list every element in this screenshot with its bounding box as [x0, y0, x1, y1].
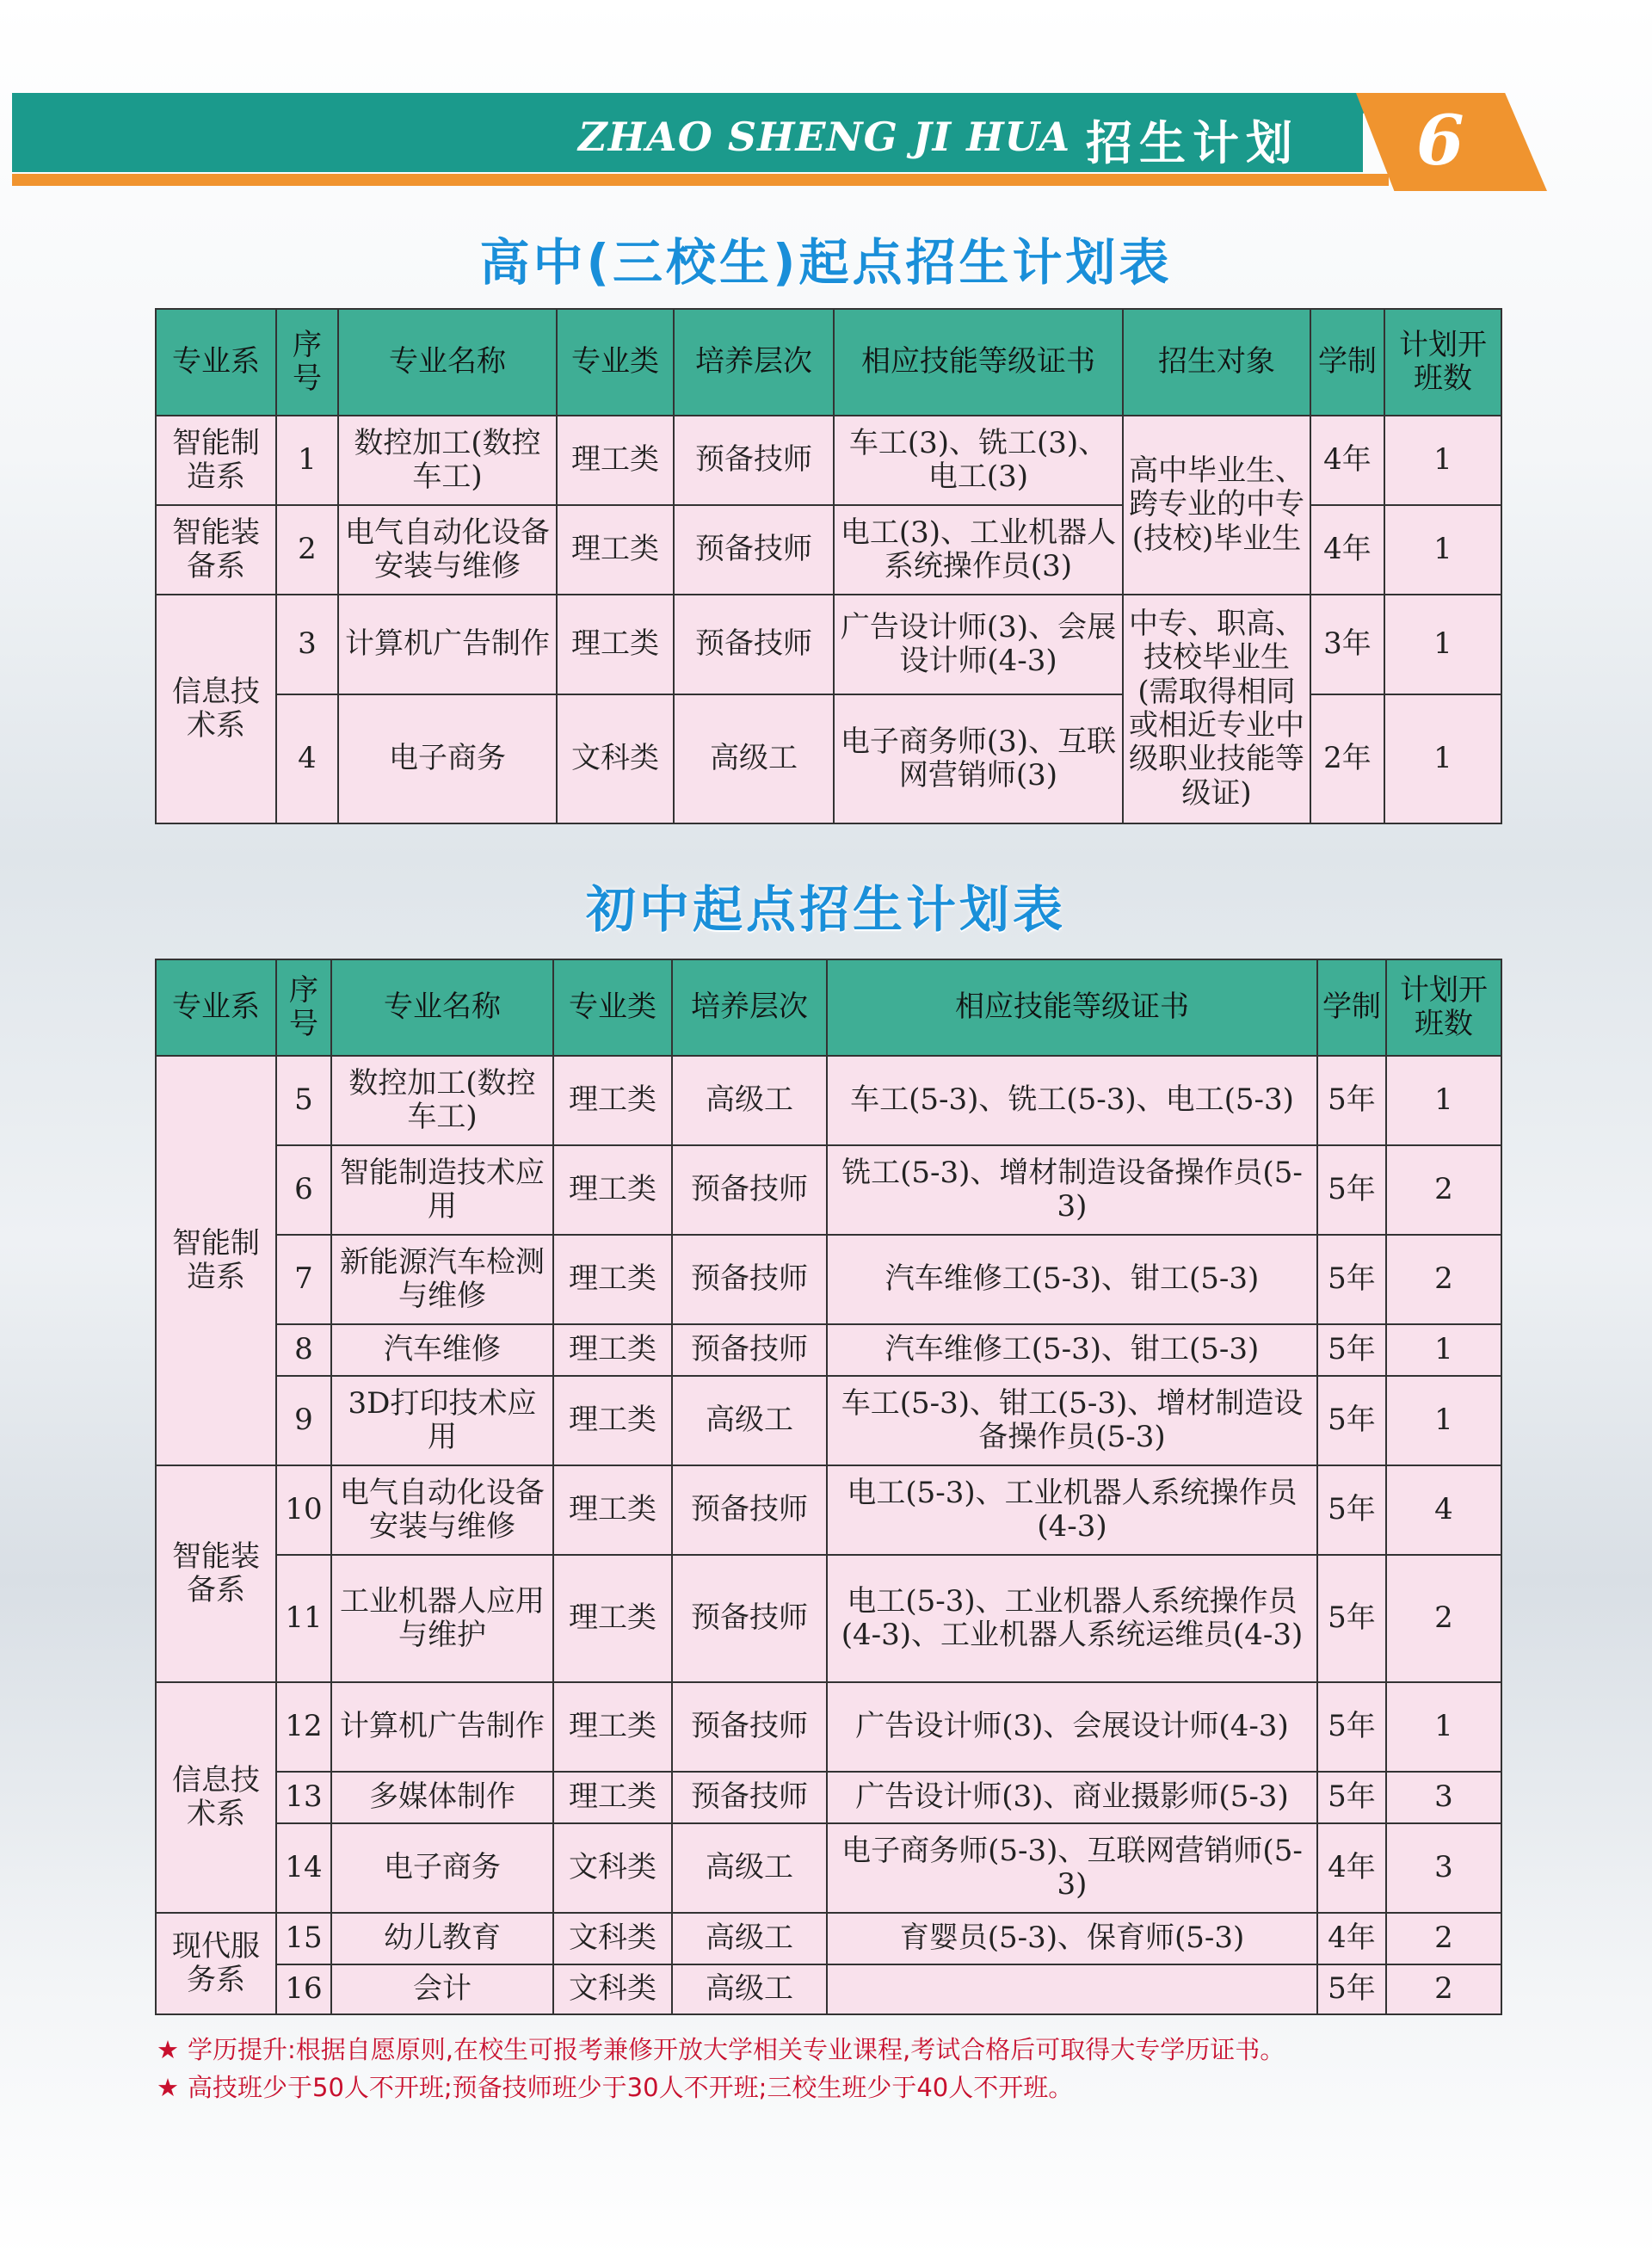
classes-cell: 1: [1386, 1376, 1501, 1465]
level-cell: 高级工: [672, 1056, 827, 1145]
years-cell: 4年: [1317, 1913, 1386, 1964]
number-cell: 4: [276, 694, 338, 823]
header-cell: 序号: [276, 309, 338, 416]
level-cell: 预备技师: [672, 1465, 827, 1555]
header-cell: 专业名称: [331, 959, 553, 1056]
major-name-cell: 汽车维修: [331, 1324, 553, 1376]
cert-cell: 电工(5-3)、工业机器人系统操作员(4-3): [827, 1465, 1317, 1555]
dept-cell: 现代服务系: [156, 1913, 276, 2014]
number-cell: 7: [276, 1235, 331, 1324]
target-cell: 高中毕业生、跨专业的中专(技校)毕业生: [1123, 416, 1310, 595]
major-name-cell: 计算机广告制作: [338, 595, 557, 694]
years-cell: 5年: [1317, 1145, 1386, 1235]
table-row: [156, 416, 1501, 505]
years-cell: 2年: [1310, 694, 1384, 823]
years-cell: 4年: [1317, 1823, 1386, 1913]
number-cell: 14: [276, 1823, 331, 1913]
classes-cell: 1: [1386, 1682, 1501, 1772]
years-cell: 5年: [1317, 1772, 1386, 1823]
footnote-text: 学历提升:根据自愿原则,在校生可报考兼修开放大学相关专业课程,考试合格后可取得大专学历证书。: [188, 2035, 1285, 2064]
years-cell: 4年: [1310, 505, 1384, 595]
footnotes: [157, 2031, 1285, 2106]
category-cell: 理工类: [553, 1324, 672, 1376]
category-cell: 文科类: [553, 1823, 672, 1913]
level-cell: 高级工: [672, 1964, 827, 2014]
number-cell: 12: [276, 1682, 331, 1772]
cert-cell: 广告设计师(3)、会展设计师(4-3): [834, 595, 1123, 694]
header-cell: 专业名称: [338, 309, 557, 416]
footnote: [157, 2069, 1285, 2106]
classes-cell: 1: [1386, 1324, 1501, 1376]
table-row: [156, 595, 1501, 694]
header-cell: 专业系: [156, 309, 276, 416]
years-cell: 5年: [1317, 1376, 1386, 1465]
major-name-cell: 电子商务: [338, 694, 557, 823]
category-cell: 文科类: [553, 1964, 672, 2014]
table-row: [156, 1555, 1501, 1682]
cert-cell: 育婴员(5-3)、保育师(5-3): [827, 1913, 1317, 1964]
category-cell: 理工类: [553, 1056, 672, 1145]
cert-cell: 广告设计师(3)、会展设计师(4-3): [827, 1682, 1317, 1772]
table-row: [156, 1465, 1501, 1555]
classes-cell: 3: [1386, 1823, 1501, 1913]
table-row: [156, 1324, 1501, 1376]
number-cell: 10: [276, 1465, 331, 1555]
table-row: [156, 1682, 1501, 1772]
classes-cell: 2: [1386, 1145, 1501, 1235]
number-cell: 13: [276, 1772, 331, 1823]
major-name-cell: 智能制造技术应用: [331, 1145, 553, 1235]
page-header: [0, 0, 1652, 207]
table-row: [156, 1376, 1501, 1465]
classes-cell: 2: [1386, 1913, 1501, 1964]
dept-cell: 智能装备系: [156, 1465, 276, 1682]
number-cell: 9: [276, 1376, 331, 1465]
category-cell: 文科类: [553, 1913, 672, 1964]
table-header-row: [156, 309, 1501, 416]
years-cell: 5年: [1317, 1324, 1386, 1376]
dept-cell: 智能制造系: [156, 416, 276, 505]
table-row: [156, 1056, 1501, 1145]
header-cell: 培养层次: [674, 309, 834, 416]
header-cell: 培养层次: [672, 959, 827, 1056]
category-cell: 理工类: [553, 1465, 672, 1555]
cert-cell: 电子商务师(5-3)、互联网营销师(5-3): [827, 1823, 1317, 1913]
table-row: [156, 1235, 1501, 1324]
header-accent-stripe: [12, 174, 1389, 186]
header-cell: 专业类: [557, 309, 674, 416]
header-cell: 招生对象: [1123, 309, 1310, 416]
cert-cell: 车工(3)、铣工(3)、电工(3): [834, 416, 1123, 505]
dept-cell: 智能装备系: [156, 505, 276, 595]
header-title-cn: 招生计划: [1086, 116, 1299, 170]
cert-cell: 车工(5-3)、钳工(5-3)、增材制造设备操作员(5-3): [827, 1376, 1317, 1465]
level-cell: 预备技师: [674, 595, 834, 694]
major-name-cell: 计算机广告制作: [331, 1682, 553, 1772]
level-cell: 预备技师: [674, 416, 834, 505]
major-name-cell: 数控加工(数控车工): [331, 1056, 553, 1145]
major-name-cell: 3D打印技术应用: [331, 1376, 553, 1465]
page-number: 6: [1416, 100, 1464, 181]
table-row: [156, 1913, 1501, 1964]
footnote: [157, 2031, 1285, 2069]
cert-cell: 电子商务师(3)、互联网营销师(3): [834, 694, 1123, 823]
header-cell: 学制: [1310, 309, 1384, 416]
level-cell: 预备技师: [672, 1145, 827, 1235]
number-cell: 8: [276, 1324, 331, 1376]
major-name-cell: 电气自动化设备安装与维修: [338, 505, 557, 595]
header-cell: 计划开班数: [1384, 309, 1501, 416]
cert-cell: 铣工(5-3)、增材制造设备操作员(5-3): [827, 1145, 1317, 1235]
level-cell: 预备技师: [672, 1682, 827, 1772]
star-icon: ★: [157, 2073, 179, 2102]
table-row: [156, 1145, 1501, 1235]
category-cell: 理工类: [557, 416, 674, 505]
classes-cell: 1: [1384, 694, 1501, 823]
dept-cell: 智能制造系: [156, 1056, 276, 1465]
category-cell: 理工类: [553, 1682, 672, 1772]
level-cell: 高级工: [672, 1376, 827, 1465]
number-cell: 2: [276, 505, 338, 595]
star-icon: ★: [157, 2035, 179, 2064]
header-cell: 专业类: [553, 959, 672, 1056]
category-cell: 理工类: [553, 1235, 672, 1324]
years-cell: 5年: [1317, 1465, 1386, 1555]
classes-cell: 3: [1386, 1772, 1501, 1823]
level-cell: 预备技师: [672, 1772, 827, 1823]
major-name-cell: 工业机器人应用与维护: [331, 1555, 553, 1682]
major-name-cell: 幼儿教育: [331, 1913, 553, 1964]
dept-cell: 信息技术系: [156, 595, 276, 823]
category-cell: 理工类: [557, 595, 674, 694]
header-cell: 专业系: [156, 959, 276, 1056]
major-name-cell: 多媒体制作: [331, 1772, 553, 1823]
header-cell: 相应技能等级证书: [827, 959, 1317, 1056]
classes-cell: 4: [1386, 1465, 1501, 1555]
table-row: [156, 1823, 1501, 1913]
level-cell: 高级工: [674, 694, 834, 823]
cert-cell: [827, 1964, 1317, 2014]
category-cell: 理工类: [557, 505, 674, 595]
cert-cell: 汽车维修工(5-3)、钳工(5-3): [827, 1235, 1317, 1324]
major-name-cell: 会计: [331, 1964, 553, 2014]
number-cell: 6: [276, 1145, 331, 1235]
classes-cell: 1: [1384, 505, 1501, 595]
years-cell: 5年: [1317, 1235, 1386, 1324]
category-cell: 理工类: [553, 1555, 672, 1682]
cert-cell: 广告设计师(3)、商业摄影师(5-3): [827, 1772, 1317, 1823]
cert-cell: 车工(5-3)、铣工(5-3)、电工(5-3): [827, 1056, 1317, 1145]
footnote-text: 高技班少于50人不开班;预备技师班少于30人不开班;三校生班少于40人不开班。: [188, 2073, 1074, 2102]
table-row: [156, 1964, 1501, 2014]
cert-cell: 汽车维修工(5-3)、钳工(5-3): [827, 1324, 1317, 1376]
number-cell: 15: [276, 1913, 331, 1964]
table-header-row: [156, 959, 1501, 1056]
category-cell: 理工类: [553, 1772, 672, 1823]
number-cell: 11: [276, 1555, 331, 1682]
number-cell: 1: [276, 416, 338, 505]
major-name-cell: 电子商务: [331, 1823, 553, 1913]
number-cell: 16: [276, 1964, 331, 2014]
classes-cell: 2: [1386, 1555, 1501, 1682]
classes-cell: 1: [1386, 1056, 1501, 1145]
years-cell: 5年: [1317, 1964, 1386, 2014]
dept-cell: 信息技术系: [156, 1682, 276, 1913]
classes-cell: 1: [1384, 416, 1501, 505]
junior-table-title: 初中起点招生计划表: [585, 880, 1066, 939]
level-cell: 高级工: [672, 1913, 827, 1964]
years-cell: 4年: [1310, 416, 1384, 505]
header-cell: 序号: [276, 959, 331, 1056]
category-cell: 理工类: [553, 1376, 672, 1465]
major-name-cell: 数控加工(数控车工): [338, 416, 557, 505]
years-cell: 5年: [1317, 1682, 1386, 1772]
header-cell: 学制: [1317, 959, 1386, 1056]
classes-cell: 2: [1386, 1964, 1501, 2014]
category-cell: 文科类: [557, 694, 674, 823]
level-cell: 预备技师: [672, 1235, 827, 1324]
number-cell: 3: [276, 595, 338, 694]
header-title-en: ZHAO SHENG JI HUA: [578, 114, 1071, 160]
classes-cell: 2: [1386, 1235, 1501, 1324]
cert-cell: 电工(5-3)、工业机器人系统操作员(4-3)、工业机器人系统运维员(4-3): [827, 1555, 1317, 1682]
years-cell: 5年: [1317, 1555, 1386, 1682]
header-cell: 相应技能等级证书: [834, 309, 1123, 416]
number-cell: 5: [276, 1056, 331, 1145]
junior-plan-table: [155, 959, 1502, 2015]
major-name-cell: 电气自动化设备安装与维修: [331, 1465, 553, 1555]
target-cell: 中专、职高、技校毕业生(需取得相同或相近专业中级职业技能等级证): [1123, 595, 1310, 823]
table-row: [156, 1772, 1501, 1823]
level-cell: 高级工: [672, 1823, 827, 1913]
high-school-table-title: 高中(三校生)起点招生计划表: [479, 233, 1173, 292]
level-cell: 预备技师: [674, 505, 834, 595]
header-cell: 计划开班数: [1386, 959, 1501, 1056]
years-cell: 5年: [1317, 1056, 1386, 1145]
major-name-cell: 新能源汽车检测与维修: [331, 1235, 553, 1324]
cert-cell: 电工(3)、工业机器人系统操作员(3): [834, 505, 1123, 595]
level-cell: 预备技师: [672, 1324, 827, 1376]
category-cell: 理工类: [553, 1145, 672, 1235]
high-school-plan-table: [155, 308, 1502, 824]
years-cell: 3年: [1310, 595, 1384, 694]
classes-cell: 1: [1384, 595, 1501, 694]
level-cell: 预备技师: [672, 1555, 827, 1682]
